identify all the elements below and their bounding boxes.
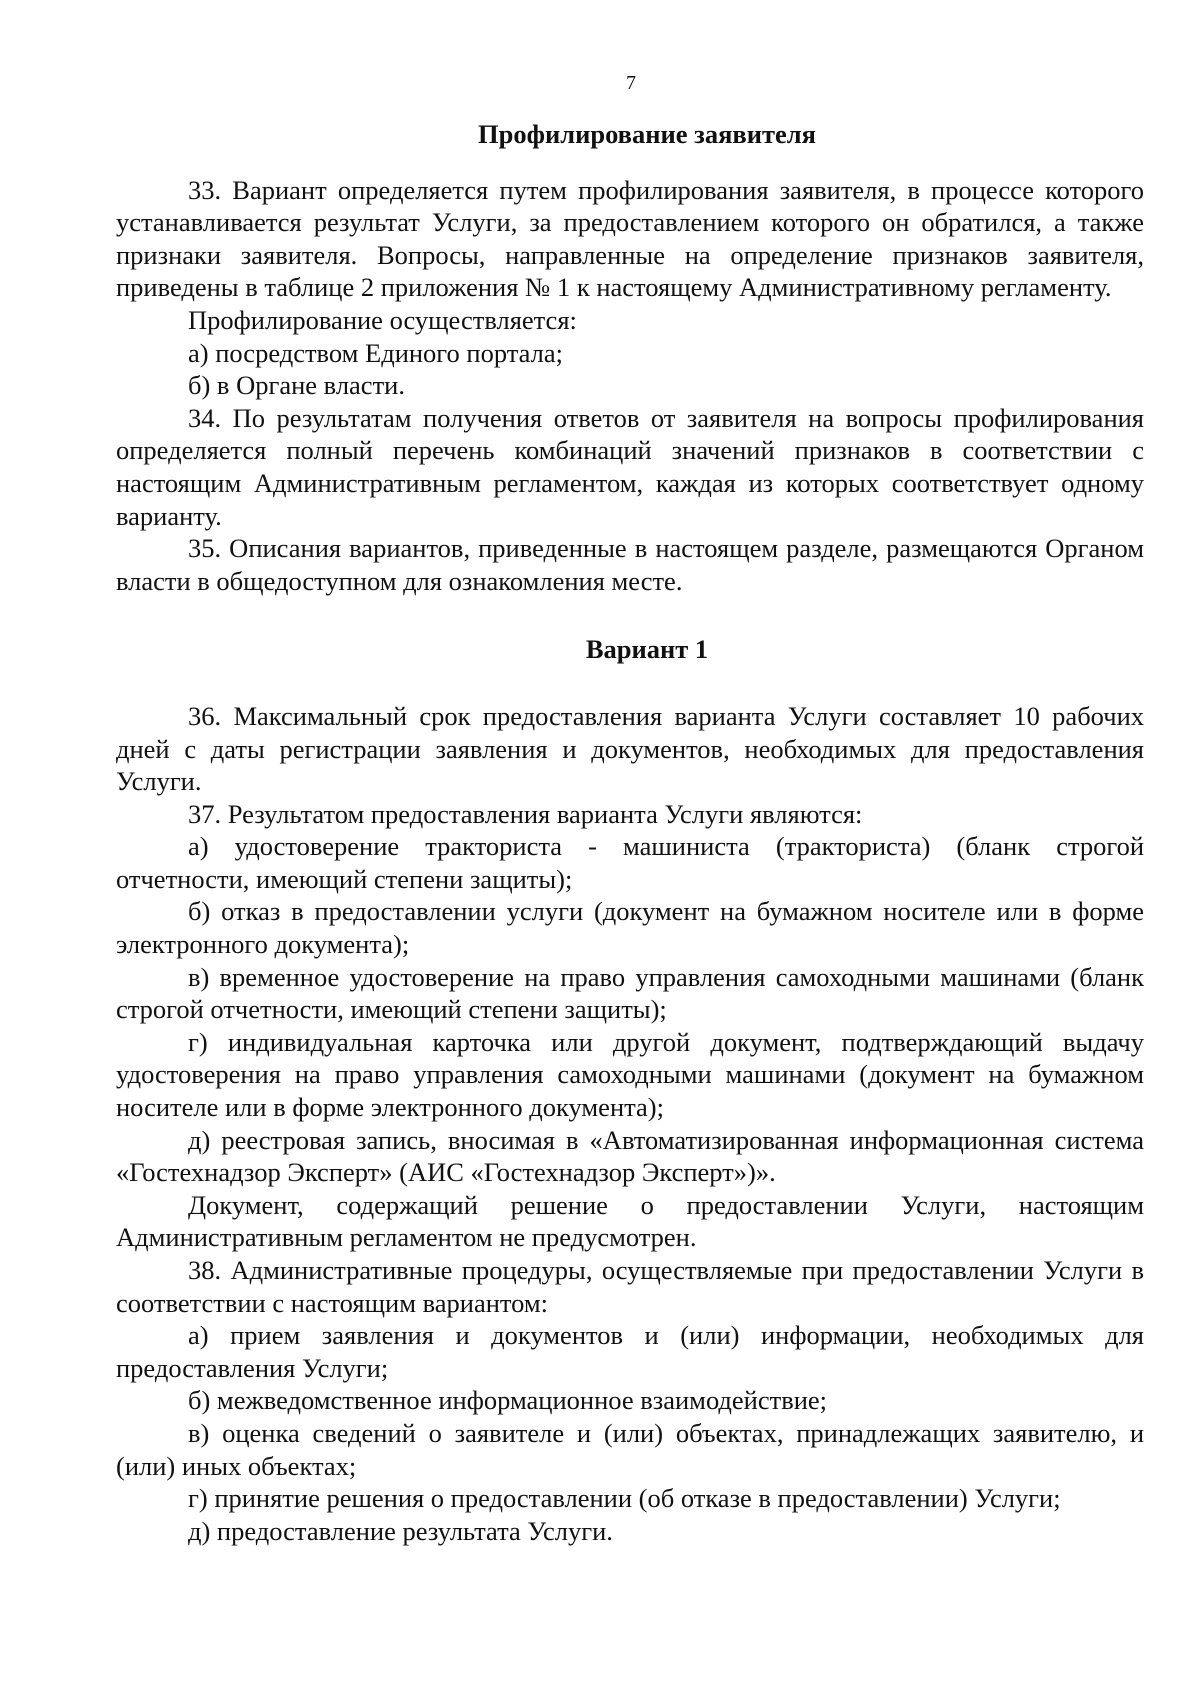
paragraph-37-item-v: в) временное удостоверение на право управления самоходными машинами (бланк строгой отчетности, имеющий степени защиты); — [116, 961, 1144, 1025]
paragraph-37-document: Документ, содержащий решение о предоставлении Услуги, настоящим Административным регламентом не предусмотрен. — [116, 1189, 1144, 1253]
paragraph-38-item-d: д) предоставление результата Услуги. — [188, 1515, 613, 1546]
paragraph-33-profiling: Профилирование осуществляется: — [188, 304, 577, 335]
paragraph-38-item-g: г) принятие решения о предоставлении (об отказе в предоставлении) Услуги; — [188, 1483, 1061, 1514]
heading-profiling: Профилирование заявителя — [478, 119, 816, 149]
paragraph-37-item-a: а) удостоверение тракториста - машиниста (тракториста) (бланк строгой отчетности, имеющий степени защиты); — [116, 831, 1144, 894]
paragraph-35: 35. Описания вариантов, приведенные в настоящем разделе, размещаются Органом власти в общедоступном для ознакомления месте. — [116, 533, 1144, 596]
paragraph-33-item-a: а) посредством Единого портала; — [188, 337, 563, 368]
document-body — [116, 118, 1144, 1547]
page-number: 7 — [626, 72, 636, 94]
paragraph-38-item-a: а) прием заявления и документов и (или) информации, необходимых для предоставления Услуги; — [116, 1320, 1144, 1383]
paragraph-37-item-d: д) реестровая запись, вносимая в «Автоматизированная информационная система «Гостехнадзор Эксперт» (АИС «Гостехнадзор Эксперт»)». — [116, 1124, 1144, 1188]
paragraph-38-item-b: б) межведомственное информационное взаимодействие; — [188, 1385, 828, 1416]
paragraph-37: 37. Результатом предоставления варианта Услуги являются: — [188, 798, 863, 829]
paragraph-36: 36. Максимальный срок предоставления варианта Услуги составляет 10 рабочих дней с даты регистрации заявления и документов, необходимых для предоставления Услуги. — [116, 700, 1144, 797]
paragraph-33: 33. Вариант определяется путем профилирования заявителя, в процессе которого устанавливается результат Услуги, за предоставлением которого он обратился, а также признаки заявителя. Вопросы, направленные на определение признаков заявителя, приведены в таблице 2 приложения № 1 к настоящему Административному регламенту. — [116, 174, 1144, 303]
paragraph-34: 34. По результатам получения ответов от заявителя на вопросы профилирования определяется полный перечень комбинаций значений признаков в соответствии с настоящим Административным регламентом, каждая из которых соответствует одному варианту. — [116, 402, 1144, 531]
heading-variant-1: Вариант 1 — [585, 634, 709, 665]
paragraph-37-item-b: б) отказ в предоставлении услуги (документ на бумажном носителе или в форме электронного документа); — [116, 896, 1144, 960]
paragraph-38: 38. Административные процедуры, осуществляемые при предоставлении Услуги в соответствии с настоящим вариантом: — [116, 1255, 1144, 1318]
paragraph-33-item-b: б) в Органе власти. — [188, 370, 405, 401]
paragraph-38-item-v: в) оценка сведений о заявителе и (или) объектах, принадлежащих заявителю, и (или) иных объектах; — [116, 1417, 1144, 1481]
paragraph-37-item-g: г) индивидуальная карточка или другой документ, подтверждающий выдачу удостоверения на право управления самоходными машинами (документ на бумажном носителе или в форме электронного документа); — [116, 1026, 1144, 1123]
